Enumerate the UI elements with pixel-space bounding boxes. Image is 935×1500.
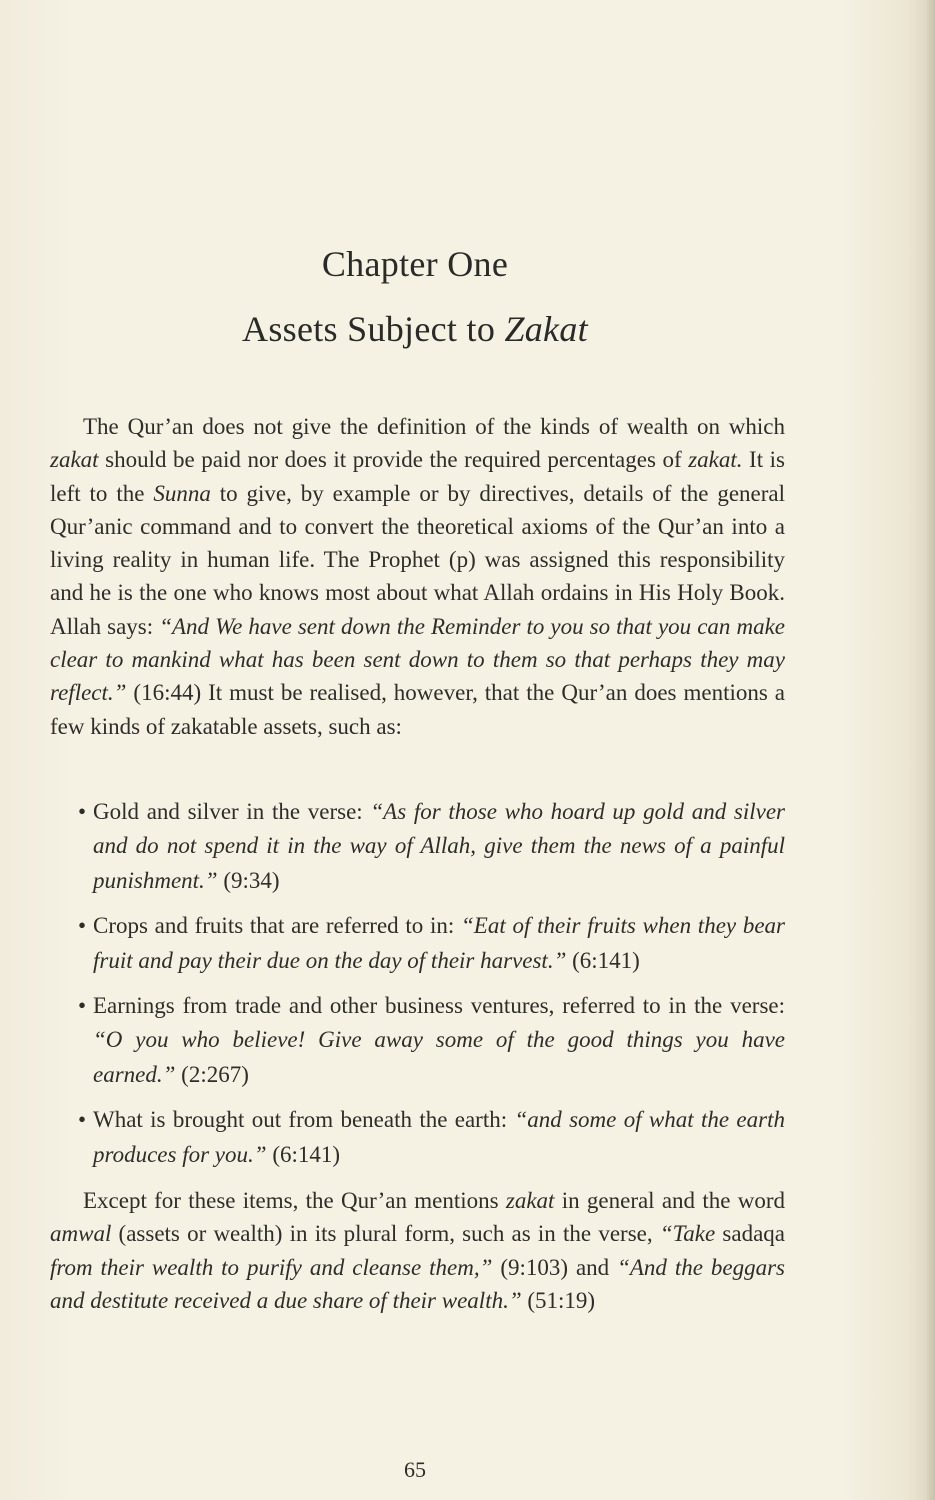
closing-quote: from their wealth to purify and cleanse them,” <box>50 1254 493 1280</box>
closing-upright-term: sadaqa <box>722 1221 785 1247</box>
closing-text: Except for these items, the Qur’an mentions <box>83 1188 506 1213</box>
bullet-marker: • <box>78 913 87 939</box>
list-item-text: What is brought out from beneath the earth: <box>93 1107 515 1133</box>
closing-text: (9:103) and <box>492 1254 618 1280</box>
page-number: 65 <box>404 1457 426 1482</box>
closing-italic: amwal <box>50 1221 112 1247</box>
closing-paragraph <box>50 1184 785 1317</box>
list-item-reference: (9:34) <box>217 867 280 893</box>
list-item <box>78 909 785 978</box>
list-item-reference: (6:141) <box>566 947 640 973</box>
intro-italic: Sunna <box>153 480 211 506</box>
list-item <box>78 795 785 898</box>
list-item-text: Crops and fruits that are referred to in: <box>93 913 461 939</box>
intro-paragraph <box>50 410 785 743</box>
list-item-quote: “As for those who hoard up gold and silver and do not spend it in the way of Allah, give them the news of a painful punishment.” <box>93 799 785 893</box>
intro-text: The Qur’an does not give the definition of the kinds of wealth on which <box>83 414 785 439</box>
closing-italic: zakat <box>505 1188 555 1213</box>
list-item-text: Earnings from trade and other business ventures, referred to in the verse: <box>93 993 785 1019</box>
closing-text: (assets or wealth) in its plural form, such as in the verse, <box>111 1221 660 1247</box>
page-edge-shadow <box>925 0 935 1500</box>
intro-text: should be paid nor does it provide the required percentages of <box>98 447 689 473</box>
list-item-quote: “O you who believe! Give away some of the good things you have earned.” <box>93 1027 785 1087</box>
intro-quote: “And We have sent down the Reminder to you so that you can make clear to mankind what has been sent down to them so that perhaps they may reflect.” <box>50 613 785 706</box>
closing-text: in general and the word <box>554 1188 785 1213</box>
bullet-marker: • <box>78 799 87 824</box>
chapter-title-emphasis: Zakat <box>504 309 588 349</box>
chapter-title <box>0 308 830 350</box>
list-item-quote: “and some of what the earth produces for you.” <box>93 1107 785 1167</box>
intro-text: (16:44) It must be realised, however, that the Qur’an does mentions a few kinds of zakatable assets, such as: <box>50 680 785 739</box>
intro-italic: zakat <box>50 447 99 473</box>
intro-text: It is left to the <box>50 447 786 506</box>
intro-text: to give, by example or by directives, details of the general Qur’anic command and to convert the theoretical axioms of the Qur’an into a living reality in human life. The Prophet (p) was assigned this responsibility and he is the one who knows most about what Allah ordains in His Holy Book. Allah says: <box>50 480 786 639</box>
list-item-reference: (6:141) <box>266 1141 341 1167</box>
intro-italic: zakat. <box>688 447 743 473</box>
list-item-reference: (2:267) <box>175 1061 249 1087</box>
closing-quote: “Take <box>659 1221 723 1247</box>
list-item <box>78 1103 785 1172</box>
closing-quote: “And the beggars and destitute received a due share of their wealth.” <box>50 1254 785 1313</box>
bullet-marker: • <box>78 993 87 1019</box>
closing-text: (51:19) <box>521 1287 596 1313</box>
chapter-number: Chapter One <box>321 244 509 284</box>
list-item <box>78 989 785 1092</box>
bullet-marker: • <box>78 1107 87 1133</box>
chapter-title-prefix: Assets Subject to <box>242 309 505 349</box>
list-item-text: Gold and silver in the verse: <box>93 799 371 824</box>
zakatable-assets-list <box>78 795 785 1183</box>
list-item-quote: “Eat of their fruits when they bear fruit and pay their due on the day of their harvest.” <box>93 913 785 973</box>
